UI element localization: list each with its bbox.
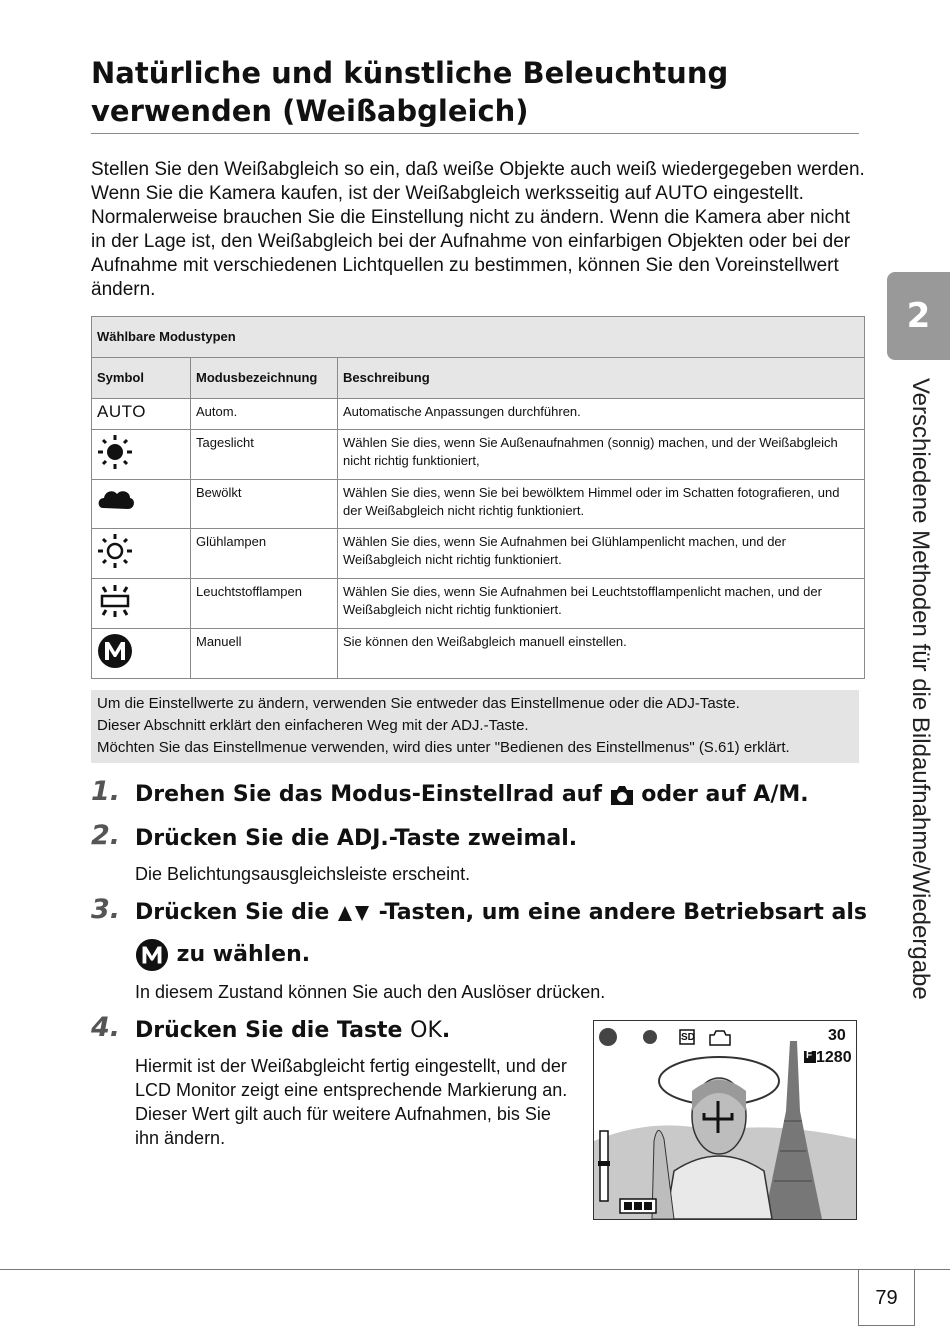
title-divider [91, 133, 859, 134]
fluorescent-icon [97, 583, 133, 619]
table-caption: Wählbare Modustypen [92, 317, 865, 358]
step-heading-line-2 [135, 938, 310, 972]
step-heading [135, 780, 809, 810]
header-symbol: Symbol [92, 358, 191, 399]
info-note [91, 690, 859, 763]
step-number: 3. [91, 894, 121, 925]
step-heading-text: Drücken Sie die [135, 900, 330, 925]
mode-name: Bewölkt [191, 480, 338, 529]
mode-name: Glühlampen [191, 529, 338, 579]
step-heading-end: . [441, 1018, 451, 1043]
step-heading-text-end: oder auf A/M. [641, 782, 809, 807]
step-heading: Drücken Sie die ADJ.-Taste zweimal. [135, 826, 578, 851]
mode-description: Wählen Sie dies, wenn Sie Aufnahmen bei Glühlampenlicht machen, und der Weißabgleich nicht richtig funktioniert. [338, 529, 865, 579]
lcd-resolution: 1280 [816, 1049, 852, 1066]
step-description: In diesem Zustand können Sie auch den Auslöser drücken. [135, 982, 606, 1002]
mode-name: Manuell [191, 629, 338, 679]
table-row [92, 529, 865, 579]
page-number-box [858, 1269, 915, 1326]
step-number: 4. [91, 1012, 121, 1043]
step-description: Hiermit ist der Weißabgleicht fertig eingestellt, und der LCD Monitor zeigt eine entsprechende Markierung an. Dieser Wert gilt auch für weitere Aufnahmen, bis Sie ihn ändern. [135, 1056, 568, 1148]
header-description: Beschreibung [338, 358, 865, 399]
step-heading-text: Drücken Sie die Taste [135, 1018, 403, 1043]
bulb-icon [97, 533, 133, 569]
camera-icon [610, 784, 634, 806]
cloud-icon [97, 484, 135, 516]
step-1 [91, 776, 881, 816]
auto-symbol: AUTO [97, 402, 146, 421]
lcd-monitor-illustration [593, 1020, 857, 1220]
mode-description: Sie können den Weißabgleich manuell einstellen. [338, 629, 865, 679]
mode-name: Tageslicht [191, 430, 338, 480]
table-row [92, 629, 865, 679]
lcd-size-label: F [806, 1050, 813, 1061]
table-header-row [92, 358, 865, 399]
chapter-title-text: Verschiedene Methoden für die Bildaufnahme/Wiedergabe [907, 378, 934, 1000]
chapter-vertical-title [902, 378, 942, 1058]
title-line-1: Natürliche und künstliche Beleuchtung [91, 56, 729, 90]
step-heading-text-end: zu wählen. [176, 942, 311, 967]
chapter-tab [887, 272, 950, 360]
manual-m-icon [135, 938, 169, 972]
table-row [92, 579, 865, 629]
step-number: 2. [91, 820, 121, 851]
mode-description: Wählen Sie dies, wenn Sie bei bewölktem Himmel oder im Schatten fotografieren, und der Weißabgleich nicht richtig funktioniert. [338, 480, 865, 529]
white-balance-mode-table [91, 316, 865, 679]
page-title [91, 54, 861, 130]
table-row [92, 480, 865, 529]
table-row [92, 399, 865, 430]
note-line-3: Möchten Sie das Einstellmenue verwenden, wird dies unter "Bedienen des Einstellmenus" (S.61) erklärt. [97, 739, 790, 756]
note-line-1: Um die Einstellwerte zu ändern, verwenden Sie entweder das Einstellmenue oder die ADJ-Taste. [97, 695, 740, 712]
step-heading-text: Drehen Sie das Modus-Einstellrad auf [135, 782, 602, 807]
step-4 [91, 1012, 571, 1162]
title-line-2: verwenden (Weißabgleich) [91, 94, 529, 128]
manual-m-icon [97, 633, 133, 669]
mode-name: Autom. [191, 399, 338, 430]
mode-description: Wählen Sie dies, wenn Sie Aufnahmen bei Leuchtstofflampenlicht machen, und der Weißabgleich nicht richtig funktioniert. [338, 579, 865, 629]
mode-description: Automatische Anpassungen durchführen. [338, 399, 865, 430]
mode-name: Leuchtstofflampen [191, 579, 338, 629]
step-heading-text-mid: -Tasten, um eine andere Betriebsart als [378, 900, 868, 925]
step-number: 1. [91, 776, 121, 807]
step-2 [91, 820, 881, 890]
table-row [92, 430, 865, 480]
note-line-2: Dieser Abschnitt erklärt den einfacheren Weg mit der ADJ.-Taste. [97, 717, 529, 734]
step-heading [135, 1016, 450, 1046]
step-heading [135, 898, 867, 928]
lcd-shot-count: 30 [828, 1027, 846, 1044]
up-down-arrows-icon [337, 904, 371, 922]
step-3 [91, 894, 881, 1014]
header-mode-name: Modusbezeichnung [191, 358, 338, 399]
table-caption-row [92, 317, 865, 358]
sun-icon [97, 434, 133, 470]
mode-description: Wählen Sie dies, wenn Sie Außenaufnahmen (sonnig) machen, und der Weißabgleich nicht richtig funktioniert, [338, 430, 865, 480]
chapter-number: 2 [906, 296, 931, 336]
step-description: Die Belichtungsausgleichsleiste erscheint. [135, 864, 471, 884]
intro-paragraph: Stellen Sie den Weißabgleich so ein, daß weiße Objekte auch weiß wiedergegeben werden. Wenn Sie die Kamera kaufen, ist der Weißabgleich werksseitig auf AUTO eingestellt. Normalerweise brauchen Sie die Einstellung nicht zu ändern. Wenn die Kamera aber nicht in der Lage ist, den Weißabgleich bei der Aufnahme von einfarbigen Objekten oder bei der Aufnahme mit verschiedenen Lichtquellen zu bestimmen, können Sie den Voreinstellwert ändern. [91, 159, 865, 300]
ok-button-label: OK [410, 1018, 442, 1043]
page-number: 79 [875, 1287, 898, 1309]
footer-divider [0, 1269, 950, 1270]
lcd-mode-label: SD [681, 1032, 695, 1043]
